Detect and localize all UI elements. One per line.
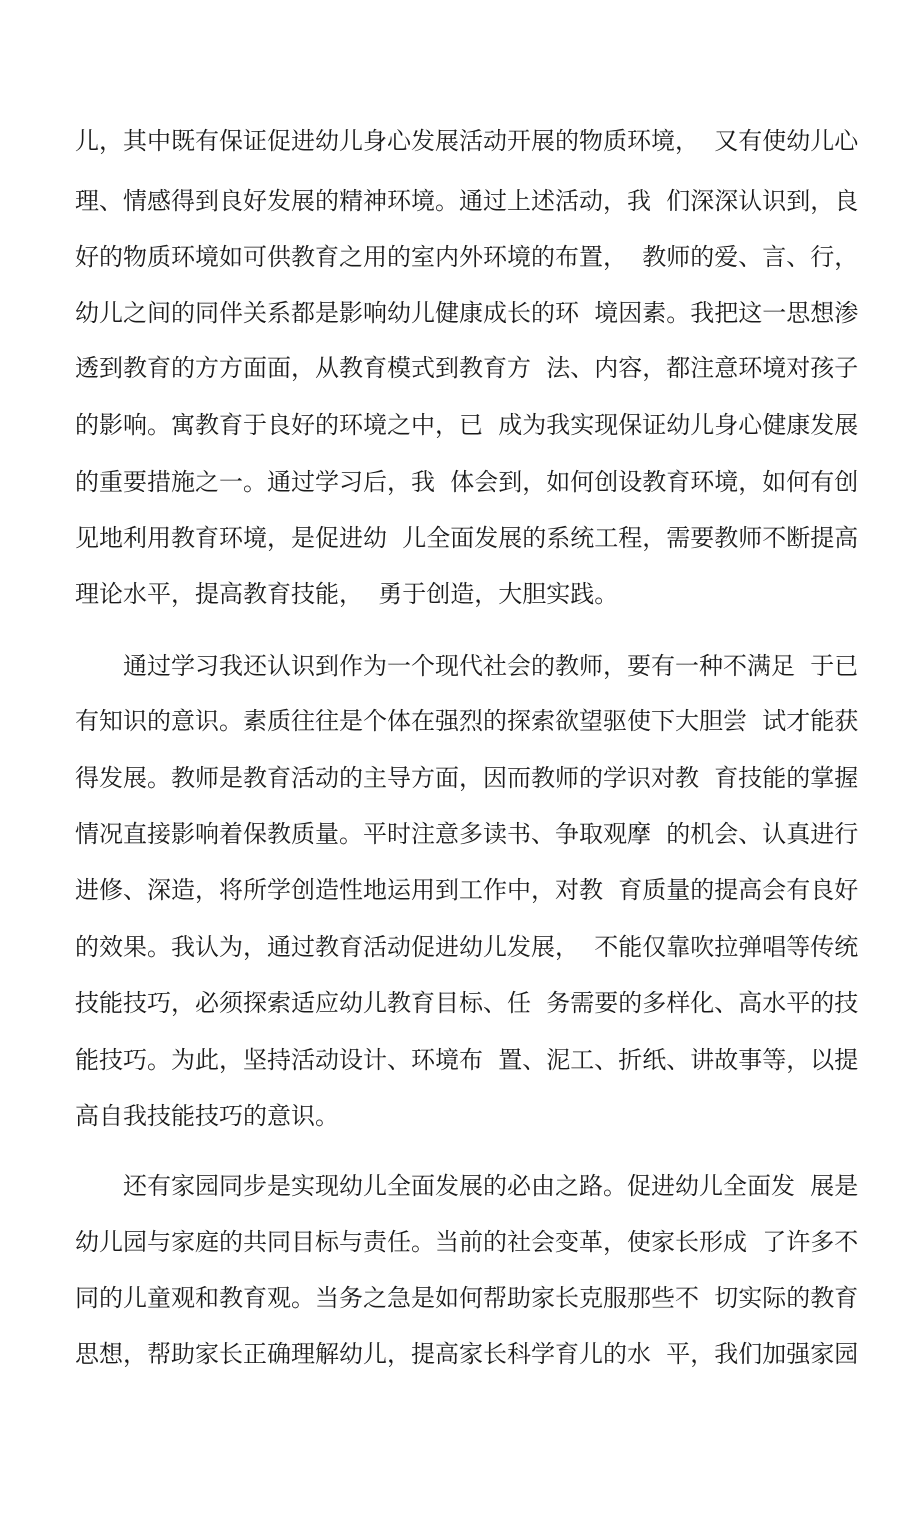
text-line: 幼儿之间的同伴关系都是影响幼儿健康成长的环 境因素。我把这一思想渗 xyxy=(75,299,859,327)
text-line: 高自我技能技巧的意识。 xyxy=(75,1102,339,1130)
text-line: 思想，帮助家长正确理解幼儿，提高家长科学育儿的水 平，我们加强家园 xyxy=(75,1340,859,1368)
text-line: 的效果。我认为，通过教育活动促进幼儿发展， 不能仅靠吹拉弹唱等传统 xyxy=(75,933,859,961)
text-line: 进修、深造，将所学创造性地运用到工作中，对教 育质量的提高会有良好 xyxy=(75,876,859,904)
text-line: 技能技巧，必须探索适应幼儿教育目标、任 务需要的多样化、高水平的技 xyxy=(75,989,859,1017)
text-line: 的影响。寓教育于良好的环境之中，已 成为我实现保证幼儿身心健康发展 xyxy=(75,411,859,439)
text-line: 能技巧。为此，坚持活动设计、环境布 置、泥工、折纸、讲故事等，以提 xyxy=(75,1046,859,1074)
text-line: 幼儿园与家庭的共同目标与责任。当前的社会变革，使家长形成 了许多不 xyxy=(75,1228,859,1256)
text-line: 通过学习我还认识到作为一个现代社会的教师，要有一种不满足 于已 xyxy=(123,652,859,680)
text-line: 透到教育的方方面面，从教育模式到教育方 法、内容，都注意环境对孩子 xyxy=(75,354,859,382)
text-line: 有知识的意识。素质往往是个体在强烈的探索欲望驱使下大胆尝 试才能获 xyxy=(75,707,859,735)
text-line: 还有家园同步是实现幼儿全面发展的必由之路。促进幼儿全面发 展是 xyxy=(123,1172,859,1200)
text-line: 理论水平，提高教育技能， 勇于创造，大胆实践。 xyxy=(75,580,619,608)
text-line: 的重要措施之一。通过学习后，我 体会到，如何创设教育环境，如何有创 xyxy=(75,468,859,496)
text-line: 理、情感得到良好发展的精神环境。通过上述活动，我 们深深认识到，良 xyxy=(75,187,859,215)
text-line: 儿，其中既有保证促进幼儿身心发展活动开展的物质环境， 又有使幼儿心 xyxy=(75,127,859,155)
text-line: 得发展。教师是教育活动的主导方面，因而教师的学识对教 育技能的掌握 xyxy=(75,764,859,792)
text-line: 好的物质环境如可供教育之用的室内外环境的布置， 教师的爱、言、行， xyxy=(75,243,859,271)
text-line: 同的儿童观和教育观。当务之急是如何帮助家长克服那些不 切实际的教育 xyxy=(75,1284,859,1312)
text-line: 情况直接影响着保教质量。平时注意多读书、争取观摩 的机会、认真进行 xyxy=(75,820,859,848)
text-line: 见地利用教育环境，是促进幼 儿全面发展的系统工程，需要教师不断提高 xyxy=(75,524,859,552)
